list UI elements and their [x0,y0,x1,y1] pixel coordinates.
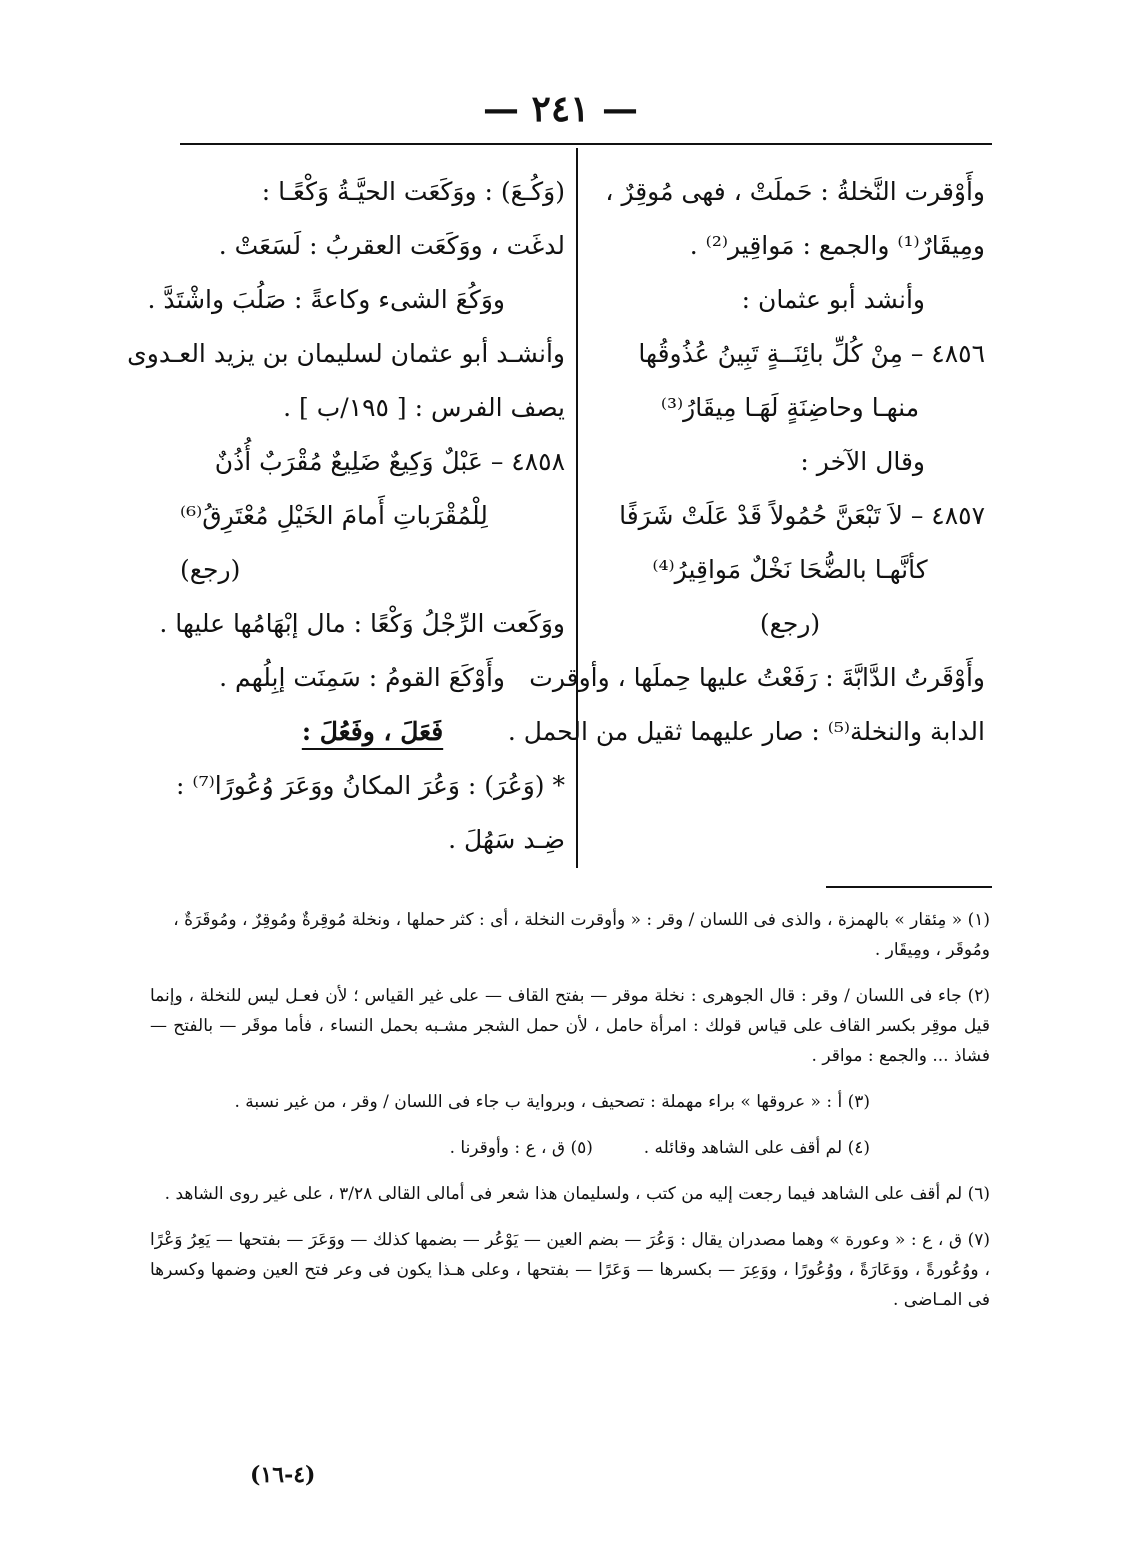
entry-heading-line: (وَكُـعَ) : ووَكَعَت الحيَّـةُ وَكْعًـا : [261,177,565,206]
text-line: ووَكُعَ الشىء وكاعةً : صَلُبَ واشْتَدَّ . [147,285,505,314]
signature-mark: (٤-١٦) [250,1462,316,1488]
footnote-2: (٢) جاء فى اللسان / وقر : قال الجوهرى : نخلة موقر — بفتح القاف — على غير القياس ؛ لأن فعـل ليس للنخلة ، وإنما قيل موقِر بكسر القاف على قياس قولك : امرأة حامل ، لأن حمل الشجر مشـبه بحمل النساء ، فأما موقَر — بالفتح — فشاذ ... والجمع : مواقر . [150,986,990,1066]
text-line: لدغَت ، ووَكَعَت العقربُ : لَسَعَتْ . [218,231,565,260]
verse-line: ٤٨٥٨ – عَبْلٌ وَكِيعٌ ضَلِيعٌ مُقْرَبٌ أُذُنٌ [214,447,565,476]
text-line: وأَوْكَعَ القومُ : سَمِنَت إبِلُهم . [219,663,505,692]
column-divider [576,148,578,868]
verse-line: منهـا وحاضِنَةٍ لَهَـا مِيقَارُ⁽³⁾ [660,393,920,422]
verse-line: لِلْمُقْرَباتِ أَمامَ الخَيْلِ مُعْتَرِقُ⁽⁶⁾ [180,501,488,530]
text-line: وأَوْقرت النَّخلةُ : حَملَتْ ، فهى مُوقِرٌ ، [605,177,985,206]
footnotes [150,905,990,1331]
footnote-6: (٦) لم أقف على الشاهد فيما رجعت إليه من كتب ، ولسليمان هذا شعر فى أمالى القالى ٣/٢٨ ، على غير روى الشاهد . [164,1184,990,1204]
footnote-4: (٤) لم أقف على الشاهد وقائله . [643,1138,870,1158]
footnote-7: (٧) ق ، ع : « وعورة » وهما مصدران يقال : وَعُرَ — بضم العين — يَوْعُر — بضمها كذلك — ووَعَرَ — بفتحها — يَعِرُ وَعْرًا ، ووُعُورةً ، ووَعَارَةً ، ووُعُورًا ، ووَعِرَ — بكسرها — وَعَرًا — بفتحها ، وعلى هـذا يكون فى وعر فتح العين وضمها وكسرها فى المـاضى . [150,1230,990,1310]
header-rule [180,143,992,145]
left-column [127,165,565,867]
text-line: وقال الآخر : [800,447,925,476]
return-marker: (رجع) [180,555,241,584]
text-line: وأنشد أبو عثمان : [741,285,925,314]
verse-line: ٤٨٥٧ – لاَ تَبْعَنَّ حُمُولاً قَدْ عَلَتْ شَرَفًا [619,501,985,530]
verse-line: ٤٨٥٦ – مِنْ كُلِّ بائِنَــةٍ تَبِينُ عُذُوقُها [638,339,985,368]
text-line: ضِـد سَهُلَ . [448,825,565,854]
footnote-5: (٥) ق ، ع : وأوقرنا . [449,1138,593,1158]
text-line: الدابة والنخلة⁽⁵⁾ : صار عليهما ثقيل من الحمل . [507,717,985,746]
entry-heading-line: * (وَعُرَ) : وَعُرَ المكانُ ووَعَرَ وُعُورًا⁽⁷⁾ : [176,771,565,800]
text-line: وأَوْقَرتُ الدَّابَّةَ : رَفَعْتُ عليها حِملَها ، وأوقرت [529,663,985,692]
text-line: يصف الفرس : [ ١٩٥/ب ] . [283,393,565,422]
text-line: ومِيقَارٌ⁽¹⁾ والجمع : مَواقِير⁽²⁾ . [689,231,985,260]
verse-line: كأنَّهـا بالضُّحَا نَخْلٌ مَواقِيرُ⁽⁴⁾ [652,555,928,584]
text-line: ووَكَعت الرِّجْلُ وَكْعًا : مال إبْهَامُها عليها . [159,609,565,638]
footnote-row-4-5 [150,1133,990,1163]
footnote-3: (٣) أ : « عروقها » براء مهملة : تصحيف ، وبرواية ب جاء فى اللسان / وقر ، من غير نسبة . [234,1092,870,1112]
footnote-1 [150,905,990,965]
text-line: وأنشـد أبو عثمان لسليمان بن يزيد العـدوى [127,339,565,368]
page-number: — ٢٤١ — [482,88,639,130]
footnote-line: (١) « مِئقار » بالهمزة ، والذى فى اللسان / وقر : « وأوقرت النخلة ، أى : كثر حملها ، ونخلة مُوقِرةٌ ومُوقِرٌ ، ومُوقَرَةٌ ، [173,910,990,930]
return-marker: (رجع) [759,609,821,638]
right-column [507,165,985,759]
section-heading: فَعَلَ ، وفَعُلَ : [301,717,444,746]
footnote-line: ومُوقَر ، ومِيقَار . [874,940,990,960]
footnote-rule [826,886,992,888]
